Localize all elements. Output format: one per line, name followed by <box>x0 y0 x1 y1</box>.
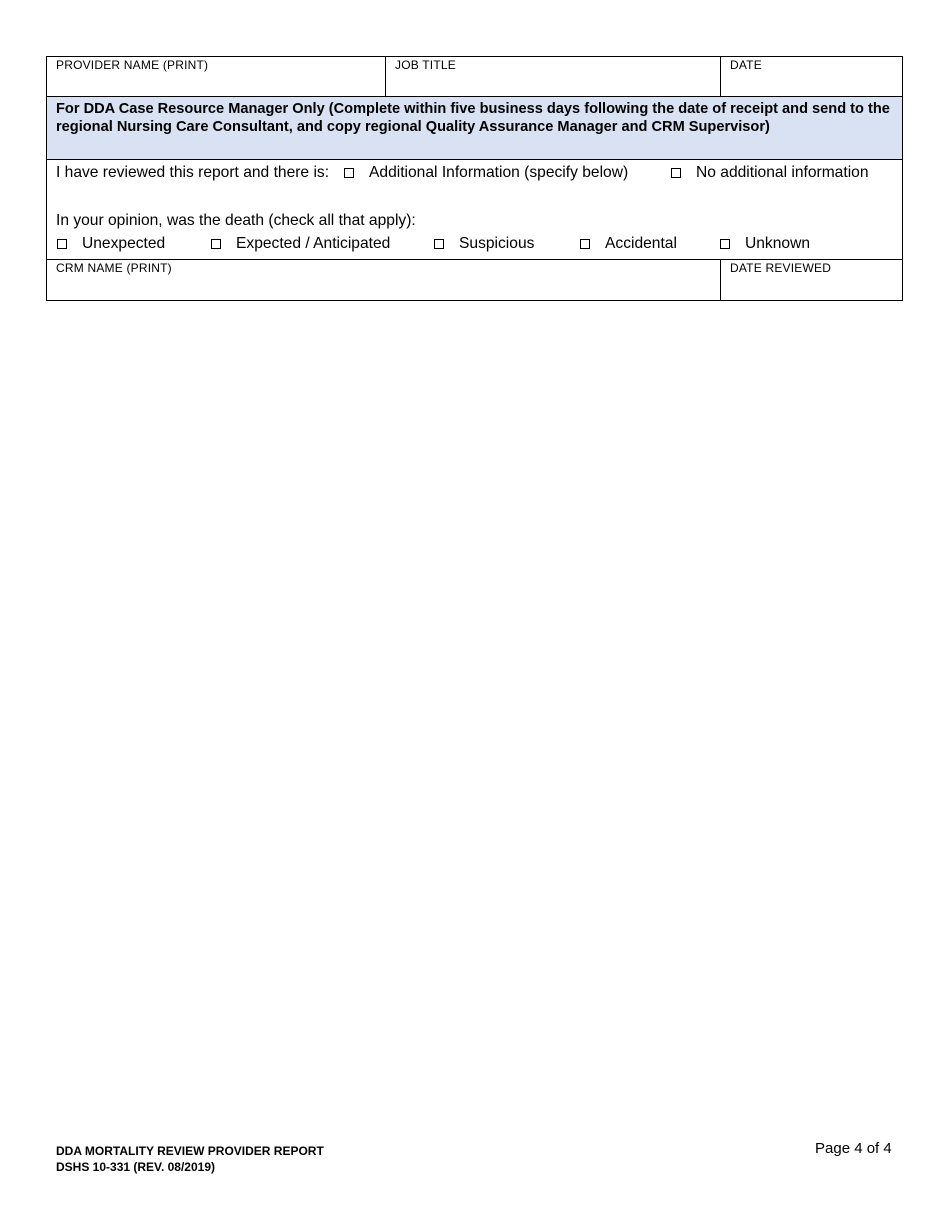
date-field[interactable] <box>721 57 902 96</box>
form-footer <box>56 1143 324 1175</box>
review-prompt: I have reviewed this report and there is: <box>56 164 330 181</box>
unexpected-label: Unexpected <box>82 235 166 252</box>
unknown-label: Unknown <box>745 235 811 252</box>
death-option-unexpected[interactable] <box>57 235 165 253</box>
crm-review-section <box>47 160 902 260</box>
date-reviewed-field[interactable] <box>721 260 902 300</box>
death-option-accidental[interactable] <box>580 235 677 253</box>
no-additional-info-label: No additional information <box>696 164 869 181</box>
job-title-field[interactable] <box>386 57 721 96</box>
crm-name-row <box>47 260 902 300</box>
review-option-none[interactable] <box>671 164 869 182</box>
review-option-additional[interactable] <box>344 164 628 182</box>
death-prompt: In your opinion, was the death (check all that apply): <box>56 212 416 229</box>
unexpected-checkbox[interactable] <box>57 239 67 249</box>
review-prompt-line <box>56 164 329 182</box>
additional-info-checkbox[interactable] <box>344 168 354 178</box>
form-title: DDA MORTALITY REVIEW PROVIDER REPORT <box>56 1144 324 1158</box>
death-prompt-line <box>56 212 416 230</box>
accidental-checkbox[interactable] <box>580 239 590 249</box>
no-additional-info-checkbox[interactable] <box>671 168 681 178</box>
death-option-expected[interactable] <box>211 235 390 253</box>
death-option-suspicious[interactable] <box>434 235 534 253</box>
crm-form-table <box>46 56 903 301</box>
job-title-label: JOB TITLE <box>395 58 456 72</box>
provider-name-field[interactable] <box>47 57 386 96</box>
suspicious-checkbox[interactable] <box>434 239 444 249</box>
provider-name-label: PROVIDER NAME (PRINT) <box>56 58 209 72</box>
date-label: DATE <box>730 58 762 72</box>
page-number: Page 4 of 4 <box>815 1140 892 1157</box>
expected-checkbox[interactable] <box>211 239 221 249</box>
suspicious-label: Suspicious <box>459 235 535 252</box>
expected-label: Expected / Anticipated <box>236 235 391 252</box>
date-reviewed-label: DATE REVIEWED <box>730 261 832 275</box>
unknown-checkbox[interactable] <box>720 239 730 249</box>
crm-name-field[interactable] <box>47 260 721 300</box>
provider-row <box>47 57 902 97</box>
crm-section-header: For DDA Case Resource Manager Only (Complete within five business days following the date of receipt and send to the regional Nursing Care Consultant, and copy regional Quality Assurance Manager and CRM Supervisor) <box>47 97 902 160</box>
additional-info-label: Additional Information (specify below) <box>369 164 629 181</box>
death-option-unknown[interactable] <box>720 235 810 253</box>
accidental-label: Accidental <box>605 235 677 252</box>
form-number: DSHS 10-331 (REV. 08/2019) <box>56 1160 215 1174</box>
crm-name-label: CRM NAME (PRINT) <box>56 261 172 275</box>
